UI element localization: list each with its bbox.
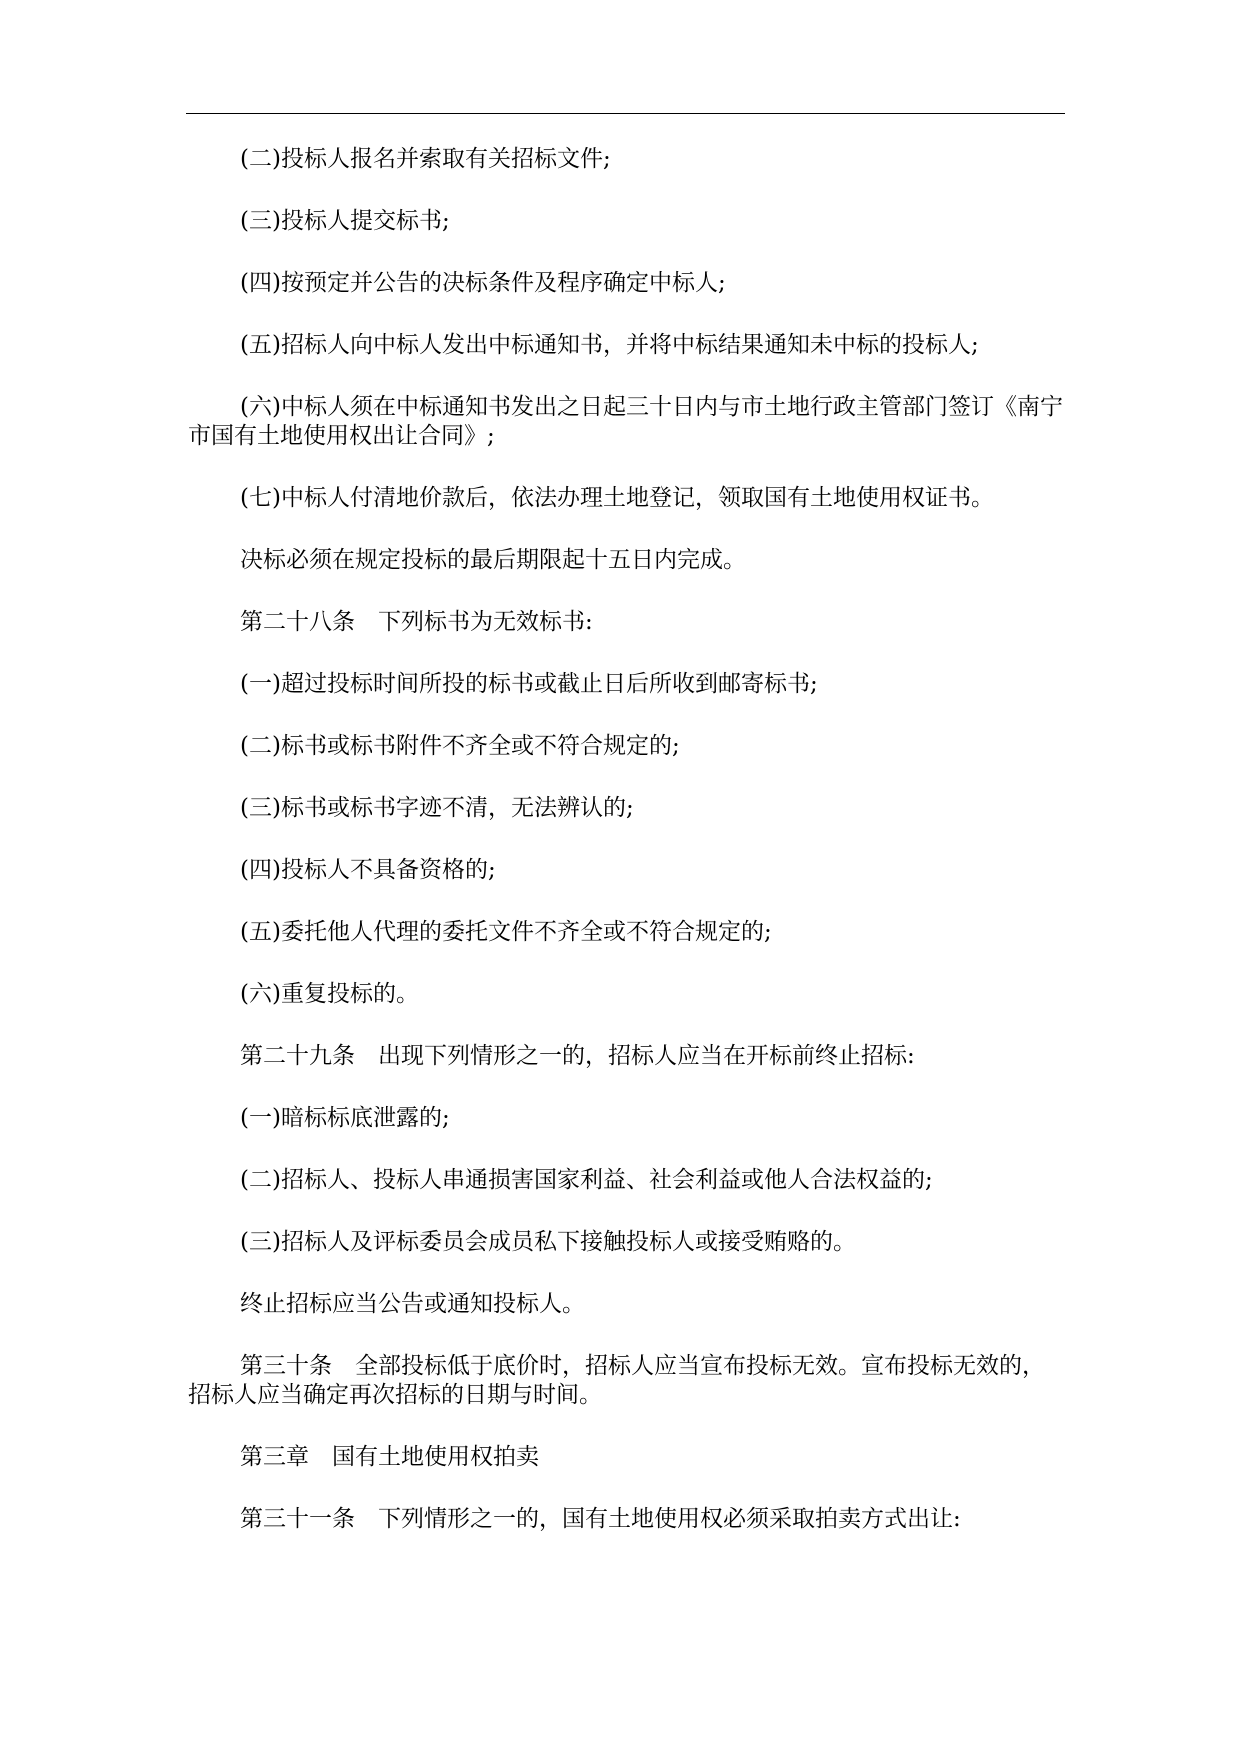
article-29-item-3: (三)招标人及评标委员会成员私下接触投标人或接受贿赂的。 — [240, 1229, 856, 1255]
paragraph-item-2: (二)投标人报名并索取有关招标文件; — [240, 146, 611, 172]
article-28-heading: 第二十八条 下列标书为无效标书: — [240, 609, 593, 635]
article-28-item-4: (四)投标人不具备资格的; — [240, 857, 496, 883]
chapter-3-heading: 第三章 国有土地使用权拍卖 — [240, 1444, 539, 1470]
article-28-item-6: (六)重复投标的。 — [240, 981, 419, 1007]
article-31-heading: 第三十一条 下列情形之一的，国有土地使用权必须采取拍卖方式出让: — [240, 1506, 961, 1532]
paragraph-item-6: (六)中标人须在中标通知书发出之日起三十日内与市土地行政主管部门签订《南宁市国有土地使用权出让合同》; — [188, 394, 1063, 449]
paragraph-decision-deadline: 决标必须在规定投标的最后期限起十五日内完成。 — [240, 547, 746, 573]
article-28-item-5: (五)委托他人代理的委托文件不齐全或不符合规定的; — [240, 919, 772, 945]
article-28-item-1: (一)超过投标时间所投的标书或截止日后所收到邮寄标书; — [240, 671, 818, 697]
article-29-item-1: (一)暗标标底泄露的; — [240, 1105, 450, 1131]
article-28-item-3: (三)标书或标书字迹不清，无法辨认的; — [240, 795, 634, 821]
paragraph-item-3: (三)投标人提交标书; — [240, 208, 450, 234]
article-29-item-2: (二)招标人、投标人串通损害国家利益、社会利益或他人合法权益的; — [240, 1167, 933, 1193]
article-29-heading: 第二十九条 出现下列情形之一的，招标人应当在开标前终止招标: — [240, 1043, 915, 1069]
document-body — [188, 145, 1064, 1567]
article-30: 第三十条 全部投标低于底价时，招标人应当宣布投标无效。宣布投标无效的，招标人应当确定再次招标的日期与时间。 — [188, 1353, 1045, 1408]
paragraph-item-4: (四)按预定并公告的决标条件及程序确定中标人; — [240, 270, 726, 296]
paragraph-item-5: (五)招标人向中标人发出中标通知书，并将中标结果通知未中标的投标人; — [240, 332, 979, 358]
header-rule — [186, 113, 1065, 114]
paragraph-item-7: (七)中标人付清地价款后，依法办理土地登记，领取国有土地使用权证书。 — [240, 485, 994, 511]
article-29-closing: 终止招标应当公告或通知投标人。 — [240, 1291, 585, 1317]
article-28-item-2: (二)标书或标书附件不齐全或不符合规定的; — [240, 733, 680, 759]
